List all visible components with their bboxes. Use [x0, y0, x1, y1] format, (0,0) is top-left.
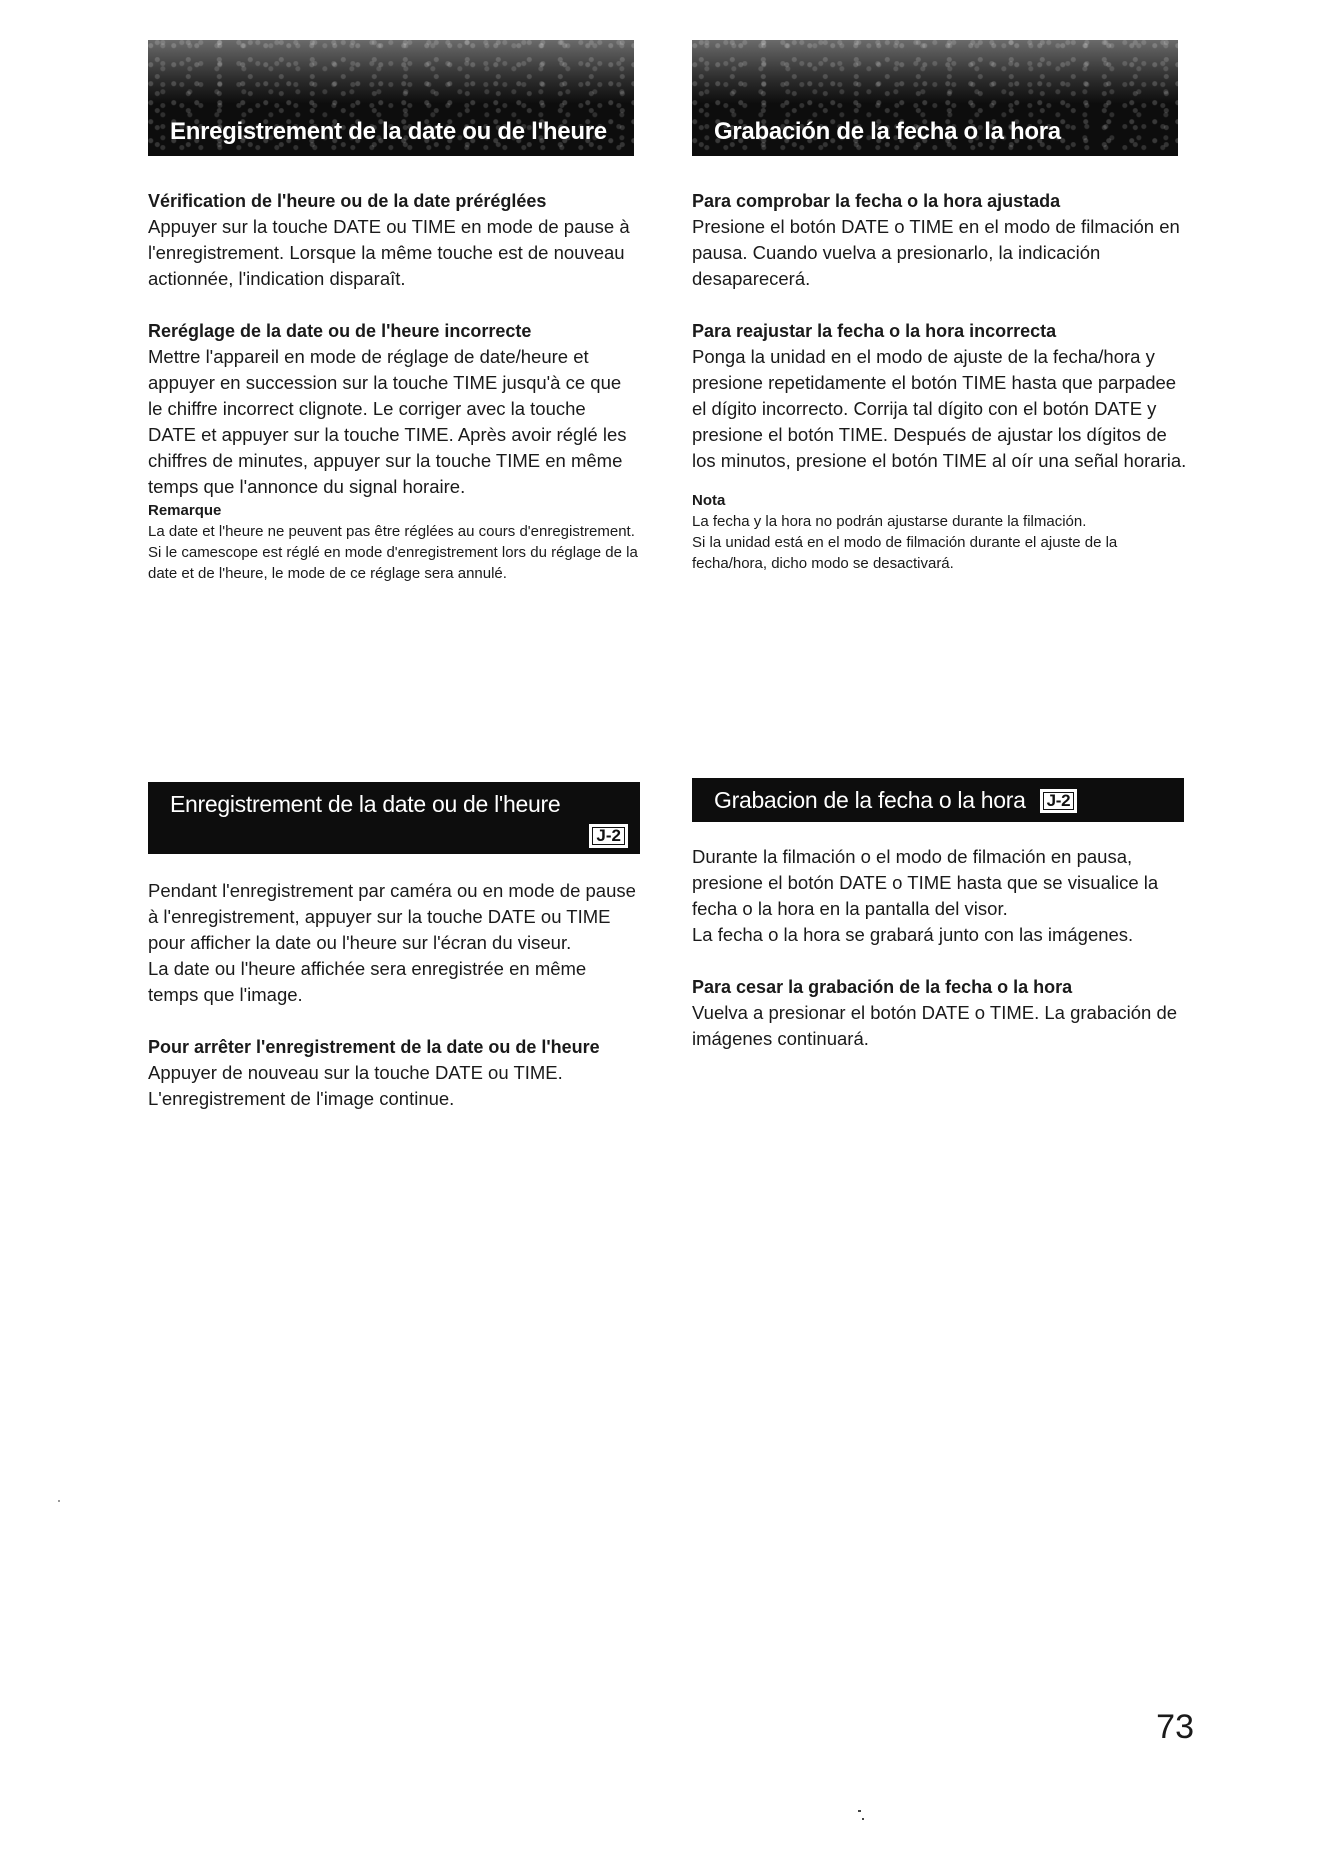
es-bottom-s-title: Para cesar la grabación de la fecha o la hora — [692, 977, 1073, 997]
es-top-banner — [692, 40, 1178, 156]
fr-bottom-section — [148, 782, 638, 1112]
fr-top-s2-title: Reréglage de la date ou de l'heure incorrecte — [148, 321, 532, 341]
es-top-section — [692, 40, 1190, 574]
es-top-note-2: Si la unidad está en el modo de filmación durante el ajuste de la fecha/hora, dicho modo se desactivará. — [692, 534, 1118, 572]
es-top-note-title: Nota — [692, 492, 726, 509]
es-bottom-badge: J-2 — [1040, 789, 1078, 813]
fr-top-remark-2: Si le camescope est réglé en mode d'enregistrement lors du réglage de la date et de l'heure, le mode de ce réglage sera annulé. — [148, 544, 638, 582]
es-bottom-section — [692, 778, 1190, 1052]
fr-top-s2-body: Mettre l'appareil en mode de réglage de date/heure et appuyer en succession sur la touche TIME jusqu'à ce que le chiffre incorrect clignote. Le corriger avec la touche DATE et appuyer sur la touche TIME. Après avoir réglé les chiffres de minutes, appuyer sur la touche TIME en même temps que l'annonce du signal horaire. — [148, 346, 627, 497]
scan-speck — [858, 1810, 861, 1812]
fr-top-s1-title: Vérification de l'heure ou de la date préréglées — [148, 191, 547, 211]
es-bottom-banner — [692, 778, 1184, 822]
scan-speck — [58, 1500, 60, 1502]
fr-top-heading: Enregistrement de la date ou de l'heure — [170, 118, 607, 145]
fr-bottom-s-title: Pour arrêter l'enregistrement de la date ou de l'heure — [148, 1037, 600, 1057]
fr-bottom-p2: La date ou l'heure affichée sera enregistrée en même temps que l'image. — [148, 958, 587, 1005]
es-top-s2-title: Para reajustar la fecha o la hora incorrecta — [692, 321, 1057, 341]
fr-top-remark-title: Remarque — [148, 502, 222, 519]
fr-top-banner — [148, 40, 634, 156]
fr-top-section — [148, 40, 638, 584]
es-top-heading: Grabación de la fecha o la hora — [714, 118, 1061, 145]
fr-top-s1-body: Appuyer sur la touche DATE ou TIME en mode de pause à l'enregistrement. Lorsque la même touche est de nouveau actionnée, l'indication disparaît. — [148, 216, 630, 289]
es-top-s2-body: Ponga la unidad en el modo de ajuste de la fecha/hora y presione repetidamente el botón TIME hasta que parpadee el dígito incorrecto. Corrija tal dígito con el botón DATE y presione el botón TIME. Después de ajustar los dígitos de los minutos, presione el botón TIME al oír una señal horaria. — [692, 346, 1187, 471]
es-bottom-s-body: Vuelva a presionar el botón DATE o TIME. La grabación de imágenes continuará. — [692, 1002, 1178, 1049]
fr-bottom-p1: Pendant l'enregistrement par caméra ou en mode de pause à l'enregistrement, appuyer sur la touche DATE ou TIME pour afficher la date ou l'heure sur l'écran du viseur. — [148, 880, 636, 953]
fr-top-remark-1: La date et l'heure ne peuvent pas être réglées au cours d'enregistrement. — [148, 523, 635, 540]
es-bottom-p2: La fecha o la hora se grabará junto con las imágenes. — [692, 924, 1134, 945]
es-top-note-1: La fecha y la hora no podrán ajustarse durante la filmación. — [692, 513, 1087, 530]
page-number: 73 — [1156, 1708, 1194, 1746]
es-top-s1-body: Presione el botón DATE o TIME en el modo de filmación en pausa. Cuando vuelva a presionarlo, la indicación desaparecerá. — [692, 216, 1180, 289]
fr-bottom-badge: J-2 — [589, 824, 628, 848]
es-bottom-heading: Grabacion de la fecha o la hora J-2 — [714, 787, 1077, 814]
fr-bottom-banner — [148, 782, 640, 854]
fr-bottom-heading: Enregistrement de la date ou de l'heure — [170, 791, 561, 817]
es-bottom-p1: Durante la filmación o el modo de filmación en pausa, presione el botón DATE o TIME hasta que se visualice la fecha o la hora en la pantalla del visor. — [692, 846, 1159, 919]
scan-speck — [862, 1818, 864, 1820]
es-top-s1-title: Para comprobar la fecha o la hora ajustada — [692, 191, 1061, 211]
fr-bottom-s-body: Appuyer de nouveau sur la touche DATE ou TIME. L'enregistrement de l'image continue. — [148, 1062, 563, 1109]
